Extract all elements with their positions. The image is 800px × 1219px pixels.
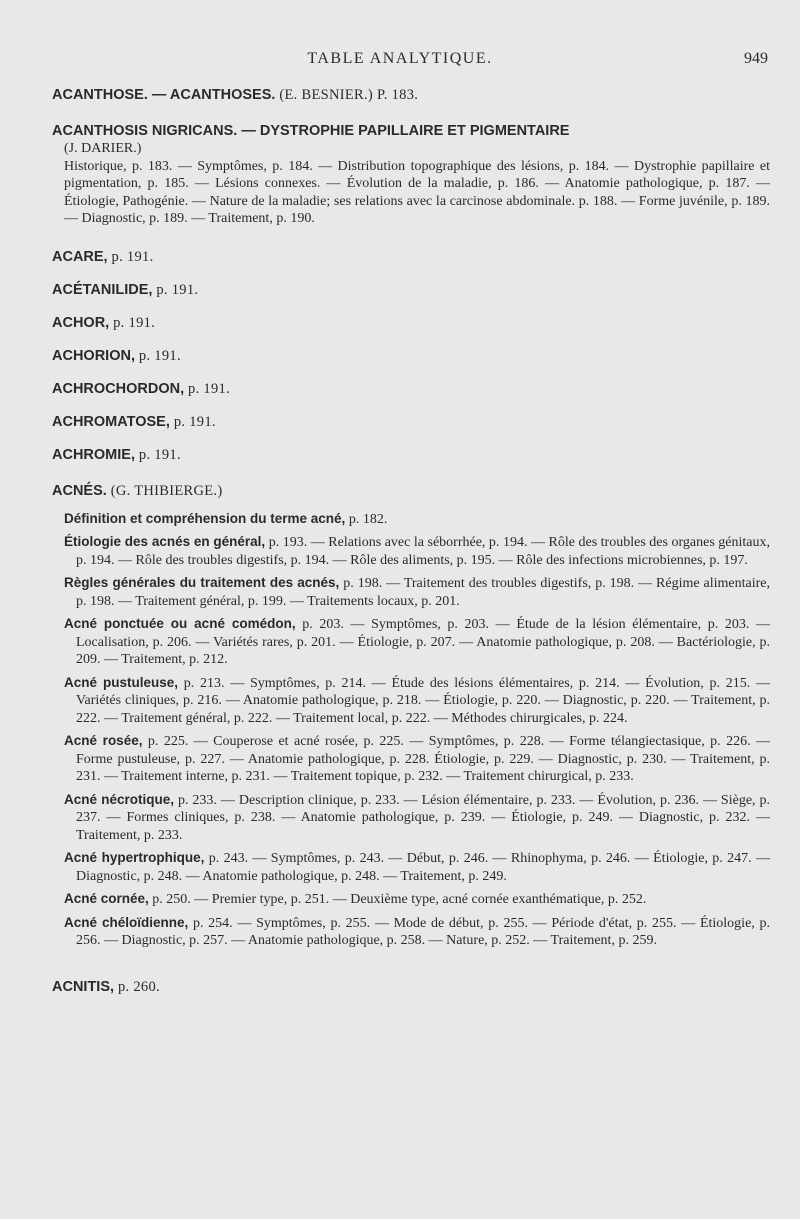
entry-achorion	[52, 347, 770, 365]
entry-ref: p. 191.	[152, 281, 199, 298]
entry-achromatose	[52, 413, 770, 431]
entry-acnitis	[52, 978, 770, 996]
paragraph-text: p. 250. — Premier type, p. 251. — Deuxième type, acné cornée exanthématique, p. 252.	[148, 892, 647, 907]
entry-acetanilide	[52, 281, 770, 299]
paragraph-text: p. 203. — Symptômes, p. 203. — Étude de la lésion élémentaire, p. 203. — Localisation, p. 206. — Variétés rares, p. 201. — Étiologie, p. 207. — Anatomie pathologique, p. 208. — Bactériologie, p. 209. — Traitement, p. 212.	[76, 617, 770, 667]
acnes-paragraph	[64, 574, 770, 610]
acnes-paragraph	[64, 674, 770, 728]
entry-title: ACNITIS,	[52, 978, 115, 995]
page-number: 949	[744, 50, 768, 67]
entry-title: ACHOR,	[52, 314, 110, 331]
entry-title: ACARE,	[52, 248, 108, 265]
paragraph-lead: Acné ponctuée ou acné comédon,	[64, 616, 296, 631]
entry-ref: p. 191.	[169, 413, 216, 430]
paragraph-lead: Acné rosée,	[64, 733, 143, 748]
paragraph-lead: Acné nécrotique,	[64, 791, 174, 807]
entry-title: ACNÉS.	[52, 482, 107, 499]
entry-ref: p. 191.	[134, 446, 181, 463]
entry-ref: (G. THIBIERGE.)	[106, 482, 223, 499]
paragraph-lead: Acné cornée,	[64, 891, 149, 906]
acnes-paragraph	[64, 533, 770, 569]
paragraph-text: p. 254. — Symptômes, p. 255. — Mode de début, p. 255. — Période d'état, p. 255. — Étiologie, p. 256. — Diagnostic, p. 257. — Anatomie pathologique, p. 258. — Nature, p. 252. — Traitement, p. 259.	[76, 915, 770, 948]
entry-title: ACANTHOSIS NIGRICANS. — DYSTROPHIE PAPILLAIRE ET PIGMENTAIRE	[52, 123, 570, 139]
entry-title: ACHORION,	[52, 347, 135, 364]
paragraph-lead: Définition et compréhension du terme acné,	[64, 510, 346, 526]
entry-achor	[52, 314, 770, 332]
entry-achrochordon	[52, 380, 770, 398]
index-content	[52, 86, 770, 996]
paragraph-lead: Acné pustuleuse,	[64, 674, 179, 690]
paragraph-lead: Acné hypertrophique,	[64, 850, 205, 865]
entry-ref: (E. BESNIER.) P. 183.	[275, 87, 419, 103]
entry-ref: p. 260.	[114, 978, 160, 995]
acnes-paragraph	[64, 791, 770, 845]
acnes-paragraph	[64, 510, 770, 529]
entry-title: ACHROMIE,	[52, 446, 135, 463]
acnes-paragraph	[64, 849, 770, 885]
entry-ref: (J. DARIER.)	[64, 141, 142, 156]
entry-acanthosis	[52, 122, 770, 140]
paragraph-text: p. 213. — Symptômes, p. 214. — Étude des lésions élémentaires, p. 214. — Évolution, p. 215. — Variétés cliniques, p. 216. — Anatomie pathologique, p. 218. — Étiologie, p. 220. — Diagnostic, p. 220. — Traitement, p. 222. — Traitement général, p. 222. — Traitement local, p. 222. — Méthodes chirurgicales, p. 224.	[76, 675, 770, 726]
entry-subtopics: Historique, p. 183. — Symptômes, p. 184. — Distribution topographique des lésions, p. 184. — Dystrophie papillaire et pigmentation, p. 185. — Lésions connexes. — Évolution de la maladie, p. 186. — Anatomie pathologique, p. 187. — Étiologie, Pathogénie. — Nature de la maladie; ses relations avec la carcinose abdominale. p. 188. — Forme juvénile, p. 189. — Diagnostic, p. 189. — Traitement, p. 190.	[64, 158, 770, 226]
entry-achromie	[52, 446, 770, 464]
entry-ref: p. 191.	[184, 380, 231, 397]
entry-title: ACHROMATOSE,	[52, 413, 170, 430]
entry-title: ACHROCHORDON,	[52, 380, 185, 397]
paragraph-text: p. 193. — Relations avec la séborrhée, p. 194. — Rôle des troubles des organes génitaux, p. 194. — Rôle des troubles digestifs, p. 194. — Rôle des aliments, p. 195. — Rôle des infections microbiennes, p. 197.	[76, 535, 771, 568]
paragraph-text: p. 233. — Description clinique, p. 233. — Lésion élémentaire, p. 233. — Évolution, p. 236. — Siège, p. 237. — Formes cliniques, p. 238. — Anatomie pathologique, p. 239. — Étiologie, p. 249. — Diagnostic, p. 232. — Traitement, p. 233.	[76, 792, 770, 843]
entry-acanthose	[52, 86, 770, 104]
acnes-paragraph	[64, 615, 770, 669]
entry-ref: p. 191.	[109, 314, 156, 331]
paragraph-text: p. 243. — Symptômes, p. 243. — Début, p. 246. — Rhinophyma, p. 246. — Étiologie, p. 247. — Diagnostic, p. 248. — Anatomie pathologique, p. 248. — Traitement, p. 249.	[76, 851, 770, 884]
paragraph-text: p. 182.	[345, 511, 388, 527]
entry-acnes	[52, 482, 770, 500]
acnes-paragraph	[64, 890, 770, 909]
entry-ref: p. 191.	[134, 347, 181, 364]
acnes-paragraph	[64, 914, 770, 950]
entry-title: ACANTHOSE. — ACANTHOSES.	[52, 87, 276, 103]
paragraph-text: p. 198. — Traitement des troubles digestifs, p. 198. — Régime alimentaire, p. 198. — Traitement général, p. 199. — Traitements locaux, p. 201.	[76, 576, 770, 609]
paragraph-lead: Étiologie des acnés en général,	[64, 534, 266, 549]
paragraph-lead: Règles générales du traitement des acnés,	[64, 575, 340, 590]
paragraph-lead: Acné chéloïdienne,	[64, 914, 189, 930]
entry-ref: p. 191.	[107, 248, 154, 265]
entry-acare	[52, 248, 770, 266]
acnes-subentries	[52, 510, 770, 950]
paragraph-text: p. 225. — Couperose et acné rosée, p. 225. — Symptômes, p. 228. — Forme télangiectasique, p. 226. — Forme pustuleuse, p. 227. — Anatomie pathologique, p. 228. Étiologie, p. 229. — Diagnostic, p. 230. — Traitement, p. 231. — Traitement interne, p. 231. — Traitement topique, p. 232. — Traitement chirurgical, p. 233.	[76, 734, 770, 784]
running-head: TABLE ANALYTIQUE.	[307, 50, 493, 67]
entry-title: ACÉTANILIDE,	[52, 281, 153, 298]
acnes-paragraph	[64, 732, 770, 786]
